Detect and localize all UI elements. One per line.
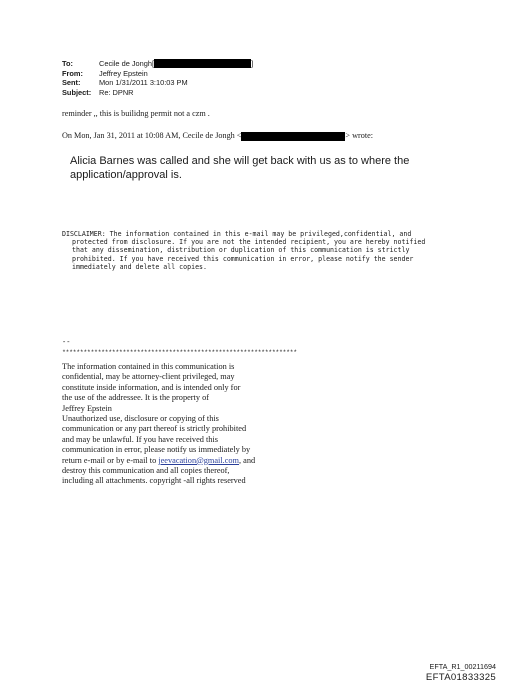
- disclaimer-line: immediately and delete all copies.: [72, 262, 207, 271]
- footer-line: constitute inside information, and is intended only for: [62, 382, 241, 392]
- quote-intro-after: > wrote:: [345, 131, 374, 140]
- footer-line: The information contained in this communication is: [62, 362, 235, 371]
- redaction-box: [154, 59, 254, 68]
- sent-value: Mon 1/31/2011 3:10:03 PM: [99, 78, 188, 88]
- to-bracket-open: [: [152, 59, 155, 68]
- bates-number-small: EFTA_R1_00211694: [429, 662, 496, 671]
- subject-value: Re: DPNR: [99, 87, 134, 97]
- bates-number-large: EFTA01833325: [425, 672, 496, 683]
- quote-intro: [62, 131, 373, 141]
- to-value: Cecile de Jongh: [99, 59, 153, 68]
- footer-line: Jeffrey Epstein: [62, 403, 112, 413]
- confidentiality-footer: [62, 362, 302, 487]
- disclaimer-line: prohibited. If you have received this communication in error, please notify the sender: [72, 254, 414, 263]
- disclaimer-line: protected from disclosure. If you are not the intended recipient, you are hereby notified: [72, 238, 426, 247]
- sent-row: [62, 78, 253, 88]
- footer-line: destroy this communication and all copies thereof,: [62, 466, 230, 476]
- footer-line: including all attachments. copyright -all rights reserved: [62, 476, 246, 486]
- footer-line: communication in error, please notify us immediately by: [62, 445, 251, 455]
- footer-email-line: [62, 456, 302, 466]
- subject-row: [62, 88, 253, 98]
- signature-dash: --: [62, 339, 71, 347]
- from-row: [62, 69, 253, 79]
- footer-line: confidential, may be attorney-client privileged, may: [62, 372, 235, 382]
- redaction-box: [241, 132, 345, 141]
- footer-line: communication or any part thereof is strictly prohibited: [62, 424, 247, 434]
- from-value: Jeffrey Epstein: [99, 68, 148, 78]
- footer-line: Unauthorized use, disclosure or copying of this: [62, 414, 219, 424]
- quote-intro-before: On Mon, Jan 31, 2011 at 10:08 AM, Cecile de Jongh <: [62, 131, 242, 140]
- footer-email-before: return e-mail or by e-mail to: [62, 455, 159, 465]
- footer-line: and may be unlawful. If you have received this: [62, 434, 218, 444]
- sent-label: Sent:: [62, 78, 81, 88]
- email-header: [62, 59, 253, 97]
- footer-line: the use of the addressee. It is the property of: [62, 393, 209, 403]
- subject-label: Subject:: [62, 87, 92, 97]
- quoted-message: Alicia Barnes was called and she will get back with us as to where the application/approval is.: [70, 155, 410, 181]
- from-label: From:: [62, 68, 83, 78]
- footer-email-after: , and: [238, 455, 256, 465]
- email-link[interactable]: jeevacation@gmail.com: [158, 455, 239, 465]
- to-row: [62, 59, 253, 69]
- disclaimer: [62, 230, 452, 271]
- reply-text: reminder ,, this is builidng permit not a czm .: [62, 109, 210, 118]
- to-bracket-close: ]: [251, 59, 254, 68]
- disclaimer-line: DISCLAIMER: The information contained in this e-mail may be privileged,confidential, and: [62, 230, 412, 238]
- disclaimer-line: that any dissemination, distribution or duplication of this communication is strictly: [72, 246, 410, 255]
- separator-stars: ******************************************************************: [62, 349, 297, 356]
- to-label: To:: [62, 59, 73, 68]
